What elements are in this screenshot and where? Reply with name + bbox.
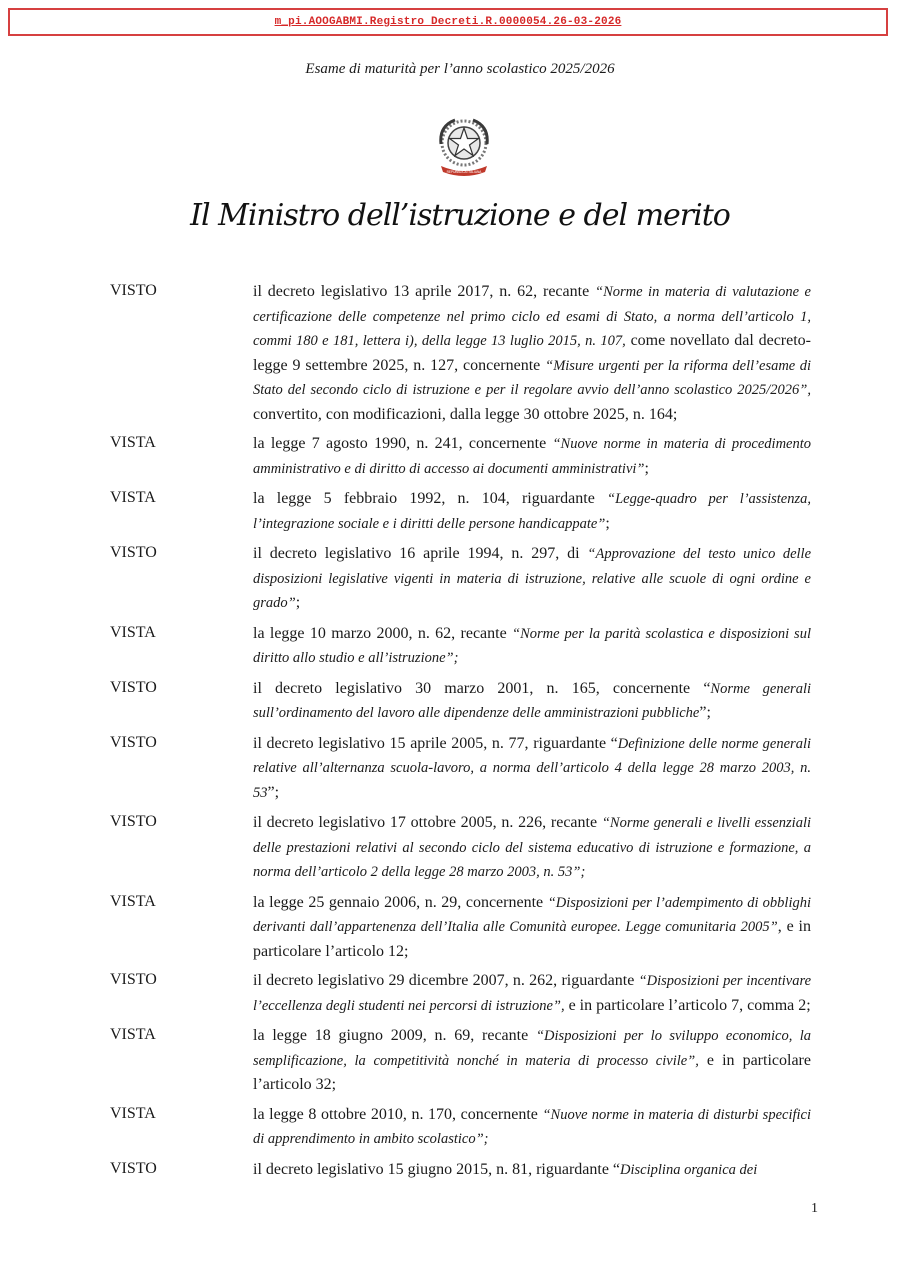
entry-text xyxy=(253,280,811,426)
entry-text-segment: ; xyxy=(295,594,301,611)
entry-text-segment: il decreto legislativo 13 aprile 2017, n. 62, recante xyxy=(253,283,596,300)
entry-text xyxy=(253,622,811,671)
entry-keyword: VISTA xyxy=(110,623,156,641)
entry-keyword: VISTO xyxy=(110,544,157,561)
entry-title-italic: “Approvazione del testo unico delle disposizioni legislative vigenti in materia di istruzione, relative alle scuole di ogni ordine e grado” xyxy=(253,546,812,611)
preamble-entry xyxy=(0,1024,900,1097)
entry-text xyxy=(253,732,811,806)
entry-keyword: VISTA xyxy=(110,489,156,506)
entry-text xyxy=(253,1103,811,1152)
entry-text-segment: ”; xyxy=(699,704,711,721)
entry-text-segment: il decreto legislativo 30 marzo 2001, n. 165, concernente “ xyxy=(253,679,711,697)
entry-text-segment: ”; xyxy=(267,783,280,801)
entry-title-italic: “Disposizioni per lo sviluppo economico, la semplificazione, la competitività nonché in materia di processo civile”, xyxy=(253,1028,811,1069)
entry-title-italic: “Norme in materia di valutazione e certificazione delle competenze nel primo ciclo ed esami di Stato, a norma dell’articolo 1, commi 180 e 181, lettera i), della legge 13 luglio 2015, n. 107, xyxy=(253,284,811,349)
entry-text-segment: la legge 8 ottobre 2010, n. 170, concernente xyxy=(253,1105,543,1123)
preamble-entry xyxy=(0,732,900,806)
preamble-entry xyxy=(0,280,900,426)
entry-keyword: VISTO xyxy=(110,678,157,696)
preamble-entry xyxy=(0,432,900,481)
entry-keyword: VISTO xyxy=(110,282,157,299)
entry-title-italic: “Norme generali e livelli essenziali delle prestazioni relativi al secondo ciclo del sistema educativo di istruzione e formazione, a norma dell’articolo 2 della legge 28 marzo 2003, n. 53”; xyxy=(253,815,811,880)
preamble-entry xyxy=(0,1158,900,1183)
entry-keyword: VISTO xyxy=(110,971,157,988)
entry-text-segment: il decreto legislativo 15 giugno 2015, n. 81, riguardante “ xyxy=(253,1160,621,1178)
entry-keyword: VISTA xyxy=(110,892,156,910)
entry-text-segment: e in particolare l’articolo 7, comma 2; xyxy=(564,996,811,1014)
entry-title-italic: Disciplina organica dei xyxy=(620,1161,758,1178)
entry-text xyxy=(253,1158,811,1183)
italian-republic-emblem-icon xyxy=(433,114,495,180)
entry-text xyxy=(253,542,811,616)
preamble-entry xyxy=(0,677,900,726)
entry-title-italic: “Legge-quadro per l’assistenza, l’integrazione sociale e i diritti delle persone handicappate” xyxy=(253,491,811,532)
entry-title-italic: Definizione delle norme generali relative all’alternanza scuola-lavoro, a norma dell’articolo 4 della legge 28 marzo 2003, n. 53 xyxy=(253,735,812,801)
entry-text xyxy=(253,969,811,1018)
entry-text-segment: la legge 7 agosto 1990, n. 241, concernente xyxy=(253,435,553,452)
emblem-ribbon-label: REPUBBLICA ITALIANA xyxy=(446,170,482,174)
entry-keyword: VISTO xyxy=(110,1159,157,1177)
entry-text xyxy=(253,677,811,726)
entry-text-segment: la legge 10 marzo 2000, n. 62, recante xyxy=(253,624,513,642)
entry-text-segment: ; xyxy=(605,514,610,532)
preamble-entry xyxy=(0,542,900,616)
minister-title: Il Ministro dell’istruzione e del merito xyxy=(190,198,730,233)
entry-text-segment: il decreto legislativo 17 ottobre 2005, n. 226, recante xyxy=(253,814,602,831)
entry-text-segment: il decreto legislativo 29 dicembre 2007, n. 262, riguardante xyxy=(253,972,639,989)
page-number: 1 xyxy=(811,1201,818,1216)
preamble-entry xyxy=(0,1103,900,1152)
entry-text-segment: la legge 18 giugno 2009, n. 69, recante xyxy=(253,1027,536,1044)
preamble-entry xyxy=(0,487,900,536)
entry-text-segment: e in particolare l’articolo 32; xyxy=(253,1051,811,1093)
entry-title-italic: “Disposizioni per l’adempimento di obblighi derivanti dall’appartenenza dell’Italia alle Comunità europee. Legge comunitaria 2005” xyxy=(253,894,812,935)
entry-text-segment: la legge 5 febbraio 1992, n. 104, riguardante xyxy=(253,490,608,507)
entry-title-italic: “Misure urgenti per la riforma dell’esame di Stato del secondo ciclo di istruzione e per il regolare avvio dell’anno scolastico 2025/2026”, xyxy=(253,357,811,398)
entry-title-italic: Norme generali sull’ordinamento del lavoro alle dipendenze delle amministrazioni pubbliche xyxy=(253,680,811,721)
entry-text-segment: il decreto legislativo 15 aprile 2005, n. 77, riguardante “ xyxy=(253,734,618,752)
entry-text xyxy=(253,811,811,885)
entry-text-segment: , e in particolare l’articolo 12; xyxy=(253,918,811,960)
entry-title-italic: “Norme per la parità scolastica e disposizioni sul diritto allo studio e all’istruzione”; xyxy=(253,625,811,666)
entry-title-italic: “Disposizioni per incentivare l’eccellenza degli studenti nei percorsi di istruzione”, xyxy=(253,973,812,1014)
entry-keyword: VISTA xyxy=(110,434,156,451)
entry-text-segment: convertito, con modificazioni, dalla legge 30 ottobre 2025, n. 164; xyxy=(253,405,678,423)
entry-text xyxy=(253,1024,811,1097)
entry-text-segment: il decreto legislativo 16 aprile 1994, n. 297, di xyxy=(253,545,588,562)
entry-keyword: VISTO xyxy=(110,813,157,830)
protocol-number: m_pi.AOOGABMI.Registro Decreti.R.0000054.26-03-2026 xyxy=(274,16,622,28)
preamble-list xyxy=(0,280,900,1188)
entry-text-segment: la legge 25 gennaio 2006, n. 29, concernente xyxy=(253,893,548,911)
entry-keyword: VISTO xyxy=(110,733,157,751)
entry-keyword: VISTA xyxy=(110,1104,156,1122)
preamble-entry xyxy=(0,622,900,671)
entry-keyword: VISTA xyxy=(110,1026,156,1043)
preamble-entry xyxy=(0,891,900,964)
entry-text-segment: ; xyxy=(644,459,649,477)
entry-title-italic: “Nuove norme in materia di disturbi specifici di apprendimento in ambito scolastico”; xyxy=(253,1106,812,1147)
entry-text xyxy=(253,432,811,481)
preamble-entry xyxy=(0,969,900,1018)
document-subtitle: Esame di maturità per l’anno scolastico 2025/2026 xyxy=(305,61,615,77)
protocol-stamp xyxy=(8,8,888,36)
entry-text xyxy=(253,891,811,964)
entry-title-italic: “Nuove norme in materia di procedimento amministrativo e di diritto di accesso ai documenti amministrativi” xyxy=(253,436,812,477)
entry-text xyxy=(253,487,811,536)
preamble-entry xyxy=(0,811,900,885)
entry-text-segment: come novellato dal decreto-legge 9 settembre 2025, n. 127, concernente xyxy=(253,332,812,374)
